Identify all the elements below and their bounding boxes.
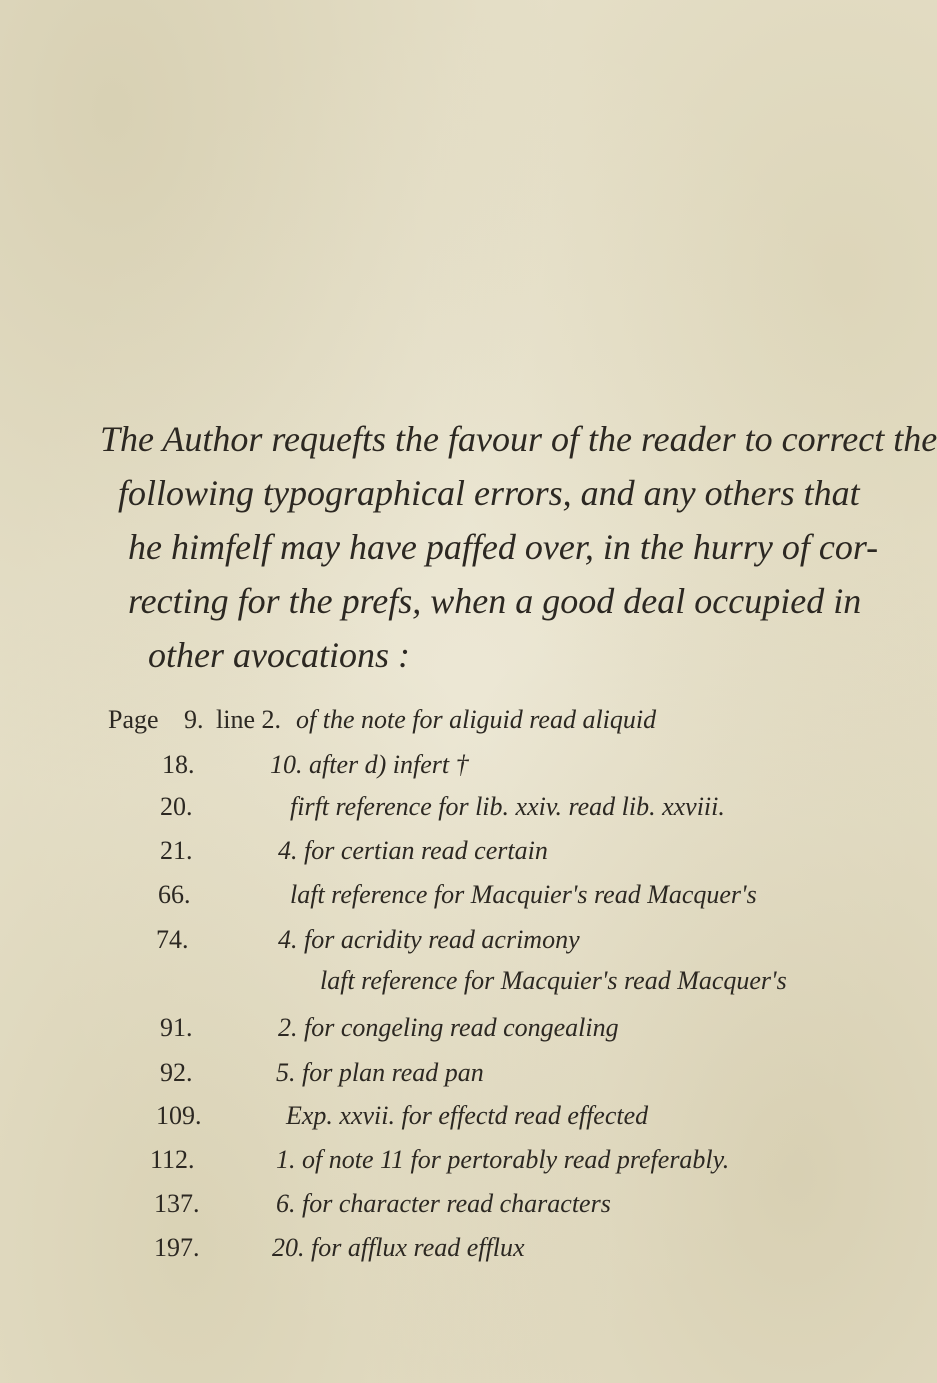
page-number: 91. — [160, 1013, 193, 1042]
correction-text: laft reference for Macquier's read Macquer's — [320, 966, 787, 995]
page-label: Page — [108, 705, 159, 734]
page-number: 137. — [154, 1189, 200, 1218]
page-number: 197. — [154, 1233, 200, 1262]
correction-text: laft reference for Macquier's read Macquer's — [290, 880, 757, 909]
notice-line: The Author requefts the favour of the reader to correct the — [100, 419, 937, 459]
notice-line: following typographical errors, and any others that — [118, 473, 860, 513]
line-ref: line 2. — [216, 705, 281, 734]
correction-text: 20. for afflux read efflux — [272, 1233, 525, 1262]
page-number: 92. — [160, 1058, 193, 1087]
page-number: 74. — [156, 925, 189, 954]
correction-text: 10. after d) infert † — [270, 750, 469, 779]
correction-text: 6. for character read characters — [276, 1189, 611, 1218]
correction-text: 2. for congeling read congealing — [278, 1013, 619, 1042]
page-number: 109. — [156, 1101, 202, 1130]
notice-line: recting for the prefs, when a good deal occupied in — [128, 581, 862, 621]
correction-text: 1. of note 11 for pertorably read preferably. — [276, 1145, 730, 1174]
page-number: 21. — [160, 836, 193, 865]
page-number: 66. — [158, 880, 191, 909]
correction-text: firft reference for lib. xxiv. read lib. xxviii. — [290, 792, 725, 821]
page-number: 18. — [162, 750, 195, 779]
correction-text: 4. for acridity read acrimony — [278, 925, 580, 954]
page-number: 9. — [184, 705, 204, 734]
notice-line: other avocations : — [148, 635, 410, 675]
page-number: 112. — [150, 1145, 195, 1174]
page-number: 20. — [160, 792, 193, 821]
correction-text: of the note for aliguid read aliquid — [296, 705, 657, 734]
correction-text: 4. for certian read certain — [278, 836, 548, 865]
correction-text: 5. for plan read pan — [276, 1058, 484, 1087]
correction-text: Exp. xxvii. for effectd read effected — [286, 1101, 649, 1130]
notice-line: he himfelf may have paffed over, in the hurry of cor- — [128, 527, 879, 567]
